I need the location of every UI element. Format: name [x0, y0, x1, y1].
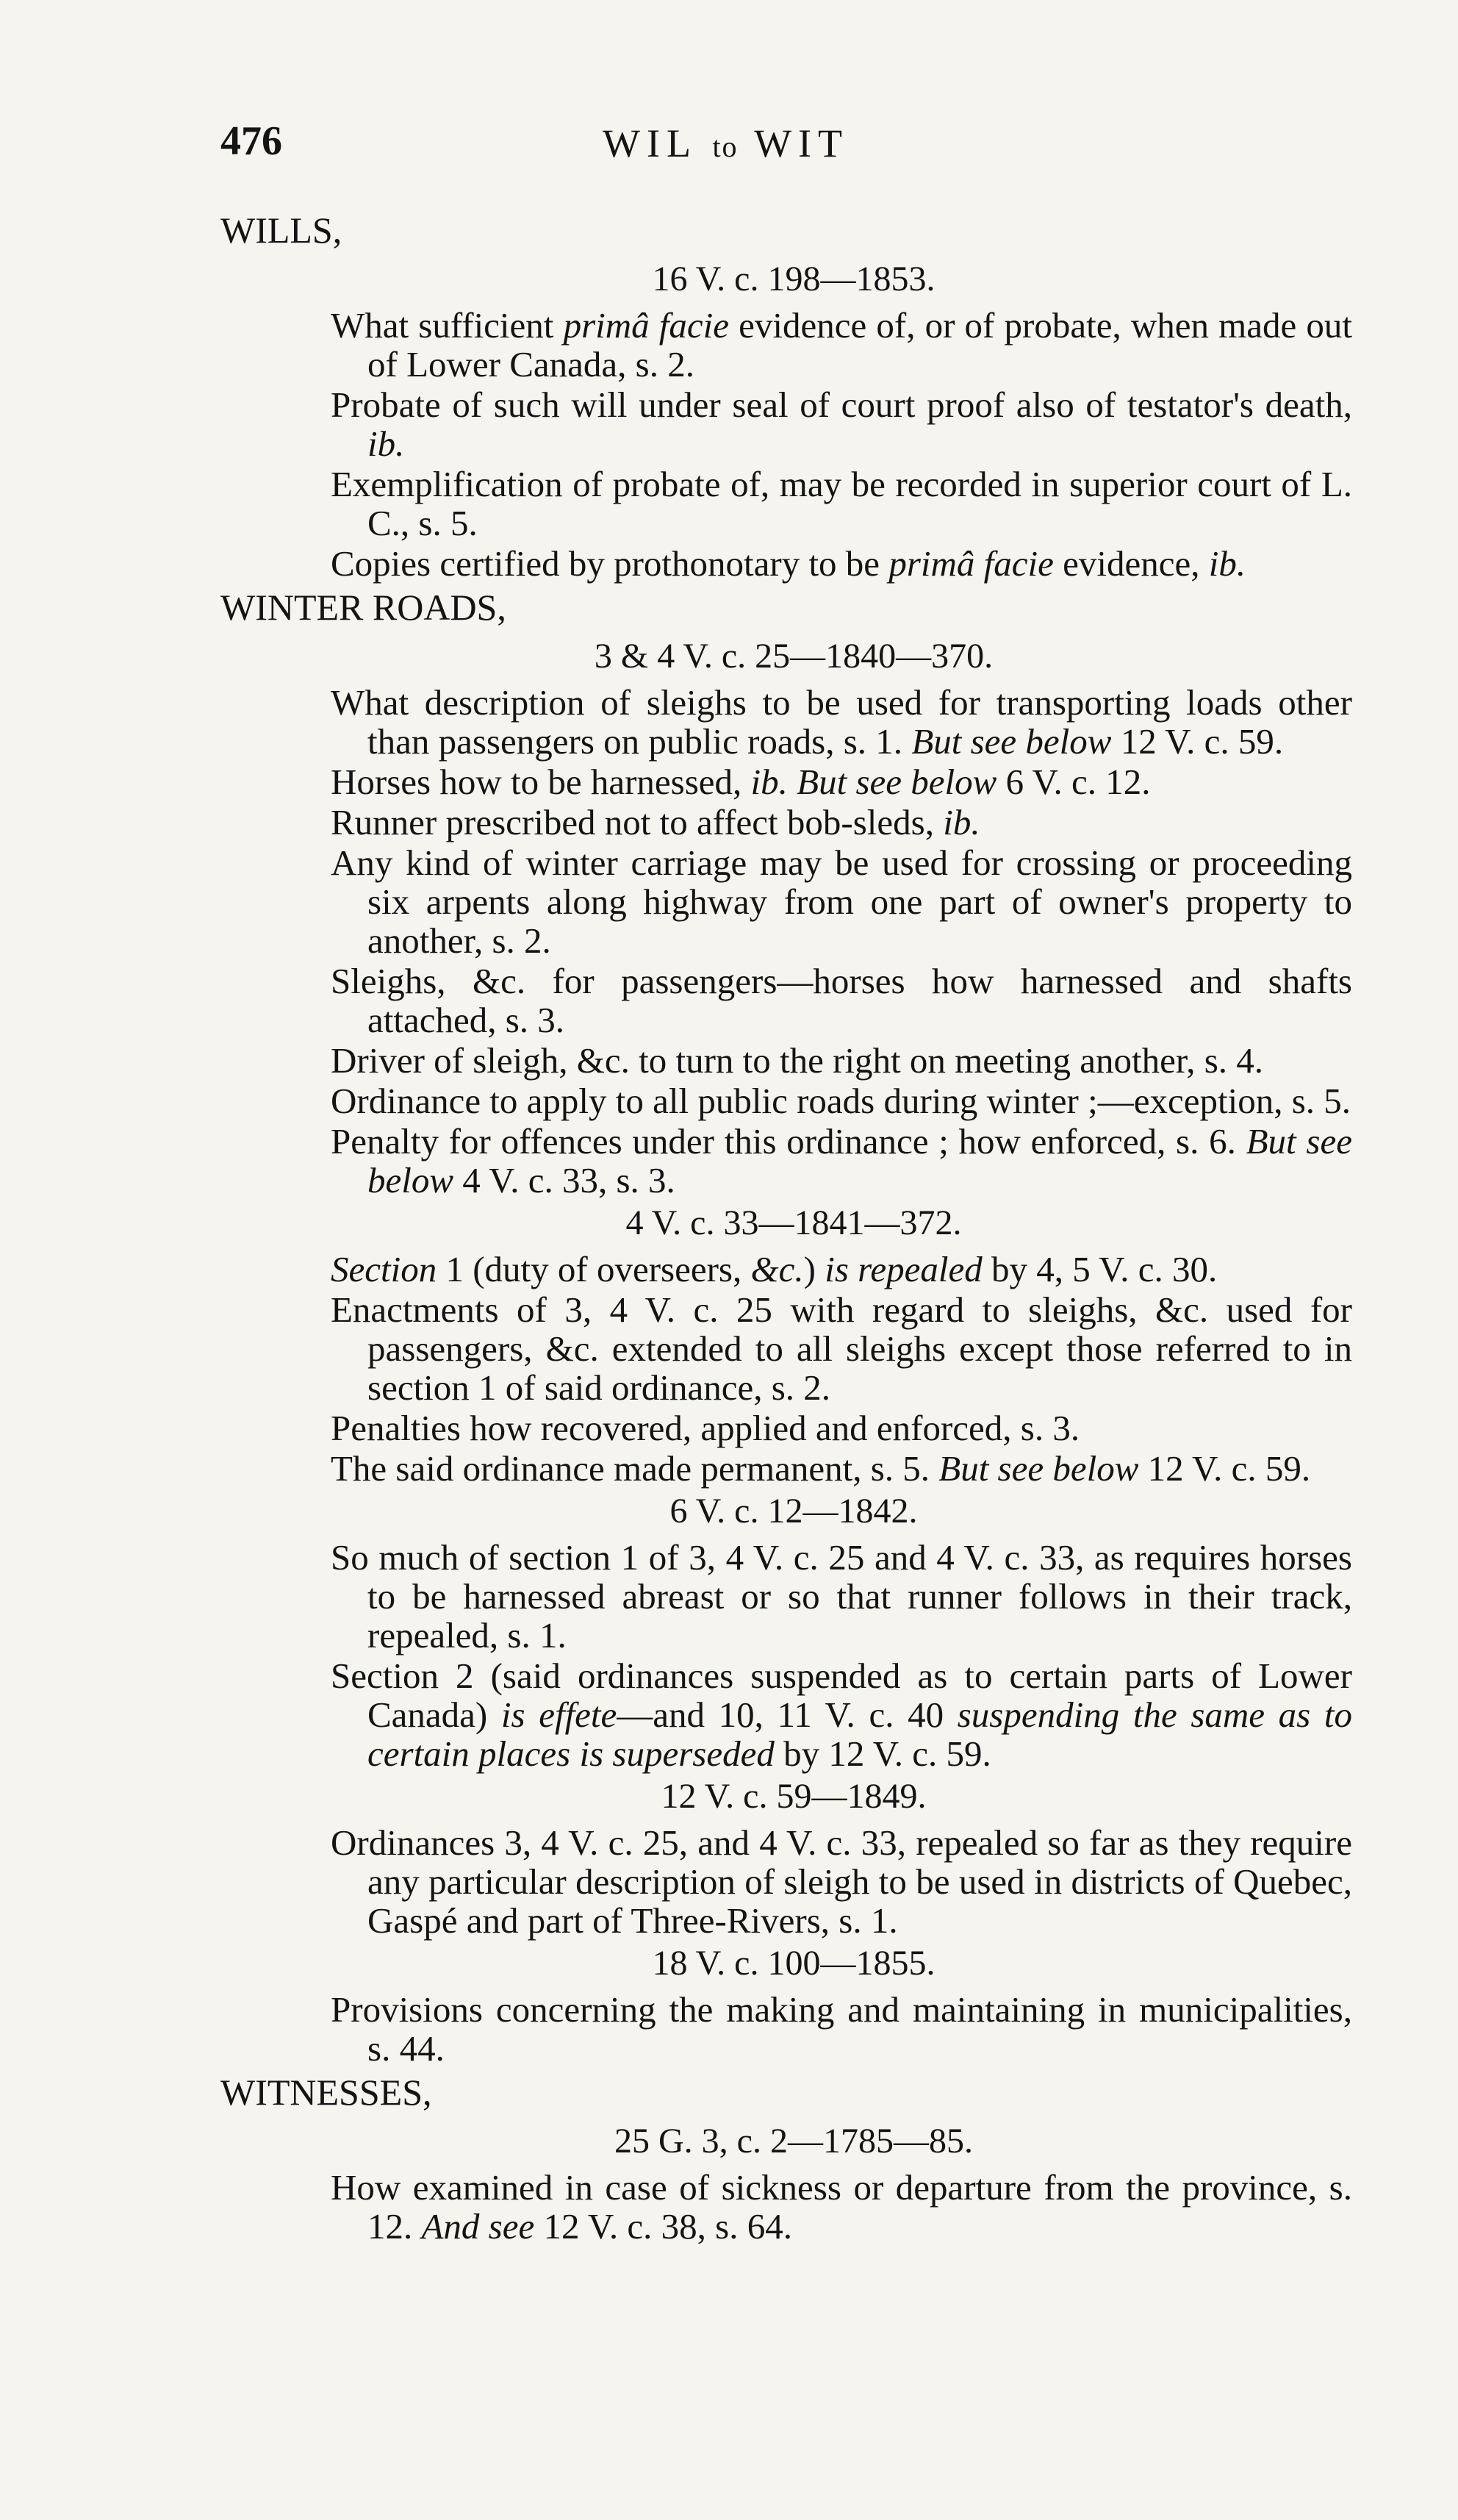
entry-text: Runner prescribed not to affect bob-sleds, [331, 802, 944, 842]
entry-italic-text: But see below [797, 762, 997, 802]
section-heading: WITNESSES, [220, 2072, 432, 2113]
index-entry [331, 1449, 1352, 1488]
act-citation: 3 & 4 V. c. 25—1840—370. [594, 637, 994, 676]
entry-italic-text: is effete [500, 1694, 617, 1735]
entry-italic-text: primâ facie [888, 543, 1054, 584]
entry-italic-text: primâ facie [563, 305, 729, 346]
running-title [603, 121, 849, 166]
entry-text: Penalties how recovered, applied and enforced, s. 3. [331, 1408, 1080, 1448]
index-entry [331, 843, 1352, 960]
index-entry [331, 385, 1352, 463]
entry-text: by 12 V. c. 59. [774, 1733, 991, 1774]
index-entry [331, 2168, 1352, 2246]
entry-italic-text: suspending the same as to certain places is superseded [367, 1694, 1352, 1774]
entry-text: Any kind of winter carriage may be used for crossing or proceeding six arpents along highway from one part of owner's property to another, s. 2. [331, 842, 1352, 961]
entry-italic-text: &c. [750, 1249, 804, 1289]
entry-text: Driver of sleigh, &c. to turn to the right on meeting another, s. 4. [331, 1040, 1264, 1081]
act-citation: 25 G. 3, c. 2—1785—85. [614, 2122, 973, 2161]
entry-text: The said ordinance made permanent, s. 5. [331, 1448, 939, 1489]
section-heading: WINTER ROADS, [220, 587, 506, 628]
entry-text: What description of sleighs to be used for transporting loads other than passengers on public roads, s. 1. [331, 682, 1352, 762]
entry-text: 12 V. c. 38, s. 64. [534, 2206, 793, 2247]
entry-italic-text: Section [331, 1249, 437, 1289]
index-entry [331, 683, 1352, 761]
page-number: 476 [220, 118, 282, 164]
index-entry [331, 762, 1352, 801]
entry-text: How examined in case of sickness or departure from the province, s. 12. [331, 2167, 1352, 2247]
entry-text: Horses how to be harnessed, [331, 762, 751, 802]
entry-text: —and 10, 11 V. c. 40 [617, 1694, 958, 1735]
entry-text: 12 V. c. 59. [1111, 721, 1284, 762]
entry-text: evidence of, or of probate, when made out of Lower Canada, s. 2. [367, 305, 1352, 384]
entry-text: So much of section 1 of 3, 4 V. c. 25 and 4 V. c. 33, as requires horses to be harnessed abreast or so that runner follows in their track, repealed, s. 1. [331, 1537, 1352, 1655]
index-entry [331, 1122, 1352, 1200]
entry-text: What sufficient [331, 305, 564, 346]
act-citation: 16 V. c. 198—1853. [652, 259, 936, 298]
section-heading: WILLS, [220, 210, 342, 251]
entry-text: Penalty for offences under this ordinance ; how enforced, s. 6. [331, 1121, 1246, 1161]
index-entry [331, 1538, 1352, 1655]
index-entry [331, 306, 1352, 384]
entry-text: 1 (duty of overseers, [437, 1249, 751, 1289]
index-entry [331, 465, 1352, 543]
entry-italic-text: And see [421, 2206, 535, 2247]
index-entry [331, 1041, 1352, 1080]
running-title-mid: to [712, 130, 739, 163]
index-entry [331, 962, 1352, 1039]
running-head [220, 118, 1367, 184]
index-entry [331, 1408, 1352, 1447]
entry-text: Copies certified by prothonotary to be [331, 543, 889, 584]
act-citation: 4 V. c. 33—1841—372. [625, 1203, 962, 1242]
index-entry [331, 1250, 1352, 1289]
entry-text: Provisions concerning the making and maintaining in municipalities, s. 44. [331, 1989, 1352, 2069]
index-entry [331, 544, 1352, 583]
entry-text: Enactments of 3, 4 V. c. 25 with regard to sleighs, &c. used for passengers, &c. extended to all sleighs except those referred to in section 1 of said ordinance, s. 2. [331, 1289, 1352, 1408]
index-entry [331, 1990, 1352, 2068]
entry-italic-text: ib. [750, 762, 788, 802]
entry-text: Probate of such will under seal of court proof also of testator's death, [331, 384, 1352, 425]
entry-text [788, 762, 797, 802]
index-entry [331, 803, 1352, 842]
index-entry [331, 1081, 1352, 1120]
act-citation: 18 V. c. 100—1855. [652, 1944, 936, 1983]
act-citation: 6 V. c. 12—1842. [669, 1492, 918, 1531]
running-title-left: WIL [603, 121, 696, 165]
entry-italic-text: ib. [943, 802, 980, 842]
entry-text: Ordinance to apply to all public roads during winter ;—exception, s. 5. [331, 1081, 1351, 1121]
entry-italic-text: But see below [938, 1448, 1139, 1489]
entry-text: Section 2 (said ordinances suspended as to certain parts of Lower Canada) [331, 1655, 1352, 1735]
entry-text: ) [803, 1249, 825, 1289]
index-entry [331, 1656, 1352, 1773]
entry-italic-text: ib. [367, 423, 405, 464]
entry-text: 12 V. c. 59. [1138, 1448, 1311, 1489]
entry-text: evidence, [1053, 543, 1209, 584]
entry-text: by 4, 5 V. c. 30. [982, 1249, 1218, 1289]
entry-text: Ordinances 3, 4 V. c. 25, and 4 V. c. 33, repealed so far as they require any particular description of sleigh to be used in districts of Quebec, Gaspé and part of Three-Rivers, s. 1. [331, 1822, 1352, 1941]
entry-text: 4 V. c. 33, s. 3. [453, 1160, 675, 1200]
running-title-right: WIT [754, 121, 850, 165]
entry-italic-text: But see below [911, 721, 1112, 762]
index-body [220, 206, 1367, 2247]
index-entry [331, 1290, 1352, 1407]
entry-text: Sleighs, &c. for passengers—horses how harnessed and shafts attached, s. 3. [331, 961, 1352, 1040]
entry-text: Exemplification of probate of, may be recorded in superior court of L. C., s. 5. [331, 464, 1352, 543]
index-entry [331, 1823, 1352, 1940]
entry-text: 6 V. c. 12. [996, 762, 1151, 802]
entry-italic-text: But see below [367, 1121, 1352, 1200]
act-citation: 12 V. c. 59—1849. [661, 1777, 927, 1816]
entry-italic-text: is repealed [825, 1249, 983, 1289]
entry-italic-text: ib. [1208, 543, 1246, 584]
